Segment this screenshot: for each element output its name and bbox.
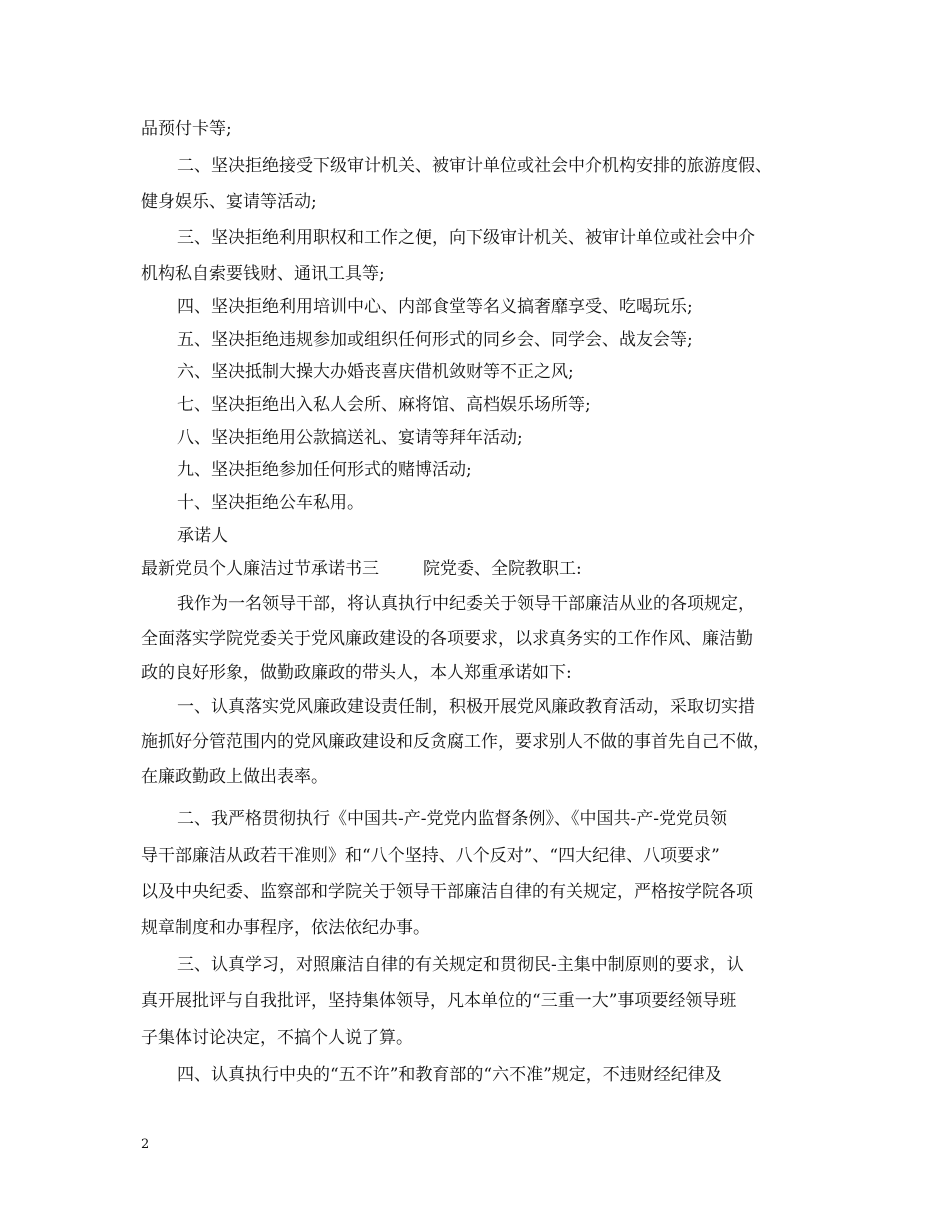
- page-number: 2: [141, 1137, 150, 1152]
- text-line: 十、坚决拒绝公车私用。: [177, 493, 364, 513]
- text-line: 规章制度和办事程序，依法依纪办事。: [141, 918, 430, 938]
- text-line: 承诺人: [177, 526, 228, 546]
- text-line: 品预付卡等;: [141, 119, 232, 139]
- text-line: 三、坚决拒绝利用职权和工作之便，向下级审计机关、被审计单位或社会中介: [177, 228, 755, 248]
- text-line: 政的良好形象，做勤政廉政的带头人，本人郑重承诺如下:: [141, 663, 572, 683]
- text-line: 九、坚决拒绝参加任何形式的赌博活动;: [177, 460, 472, 480]
- text-line: 以及中央纪委、监察部和学院关于领导干部廉洁自律的有关规定，严格按学院各项: [141, 882, 753, 902]
- text-line: 四、认真执行中央的“五不许”和教育部的“六不准”规定，不违财经纪律及: [177, 1065, 722, 1085]
- text-line: 二、我严格贯彻执行《中国共-产-党党内监督条例》、《中国共-产-党党员领: [177, 809, 727, 829]
- text-line: 四、坚决拒绝利用培训中心、内部食堂等名义搞奢靡享受、吃喝玩乐;: [177, 297, 693, 317]
- text-line: 机构私自索要钱财、通讯工具等;: [141, 264, 385, 284]
- text-line: 我作为一名领导干部，将认真执行中纪委关于领导干部廉洁从业的各项规定，: [177, 594, 755, 614]
- text-line: 八、坚决拒绝用公款搞送礼、宴请等拜年活动;: [177, 428, 523, 448]
- salutation: 院党委、全院教职工:: [423, 559, 582, 579]
- text-line: 子集体讨论决定，不搞个人说了算。: [141, 1028, 413, 1048]
- section-heading-line: [141, 559, 582, 579]
- text-line: 五、坚决拒绝违规参加或组织任何形式的同乡会、同学会、战友会等;: [177, 330, 693, 350]
- text-line: 一、认真落实党风廉政建设责任制，积极开展党风廉政教育活动，采取切实措: [177, 697, 755, 717]
- text-line: 施抓好分管范围内的党风廉政建设和反贪腐工作，要求别人不做的事首先自己不做，: [141, 732, 770, 752]
- text-line: 三、认真学习，对照廉洁自律的有关规定和贯彻民-主集中制原则的要求，认: [177, 955, 744, 975]
- text-line: 二、坚决拒绝接受下级审计机关、被审计单位或社会中介机构安排的旅游度假、: [177, 156, 772, 176]
- text-line: 真开展批评与自我批评，坚持集体领导，凡本单位的“三重一大”事项要经领导班: [141, 991, 737, 1011]
- text-line: 导干部廉洁从政若干准则》和“八个坚持、八个反对”、“四大纪律、八项要求”: [141, 846, 720, 866]
- text-line: 六、坚决抵制大操大办婚丧喜庆借机敛财等不正之风;: [177, 362, 574, 382]
- text-line: 七、坚决拒绝出入私人会所、麻将馆、高档娱乐场所等;: [177, 395, 591, 415]
- text-line: 在廉政勤政上做出表率。: [141, 767, 328, 787]
- text-line: 健身娱乐、宴请等活动;: [141, 192, 317, 212]
- text-line: 全面落实学院党委关于党风廉政建设的各项要求，以求真务实的工作作风、廉洁勤: [141, 629, 753, 649]
- section-heading: 最新党员个人廉洁过节承诺书三: [141, 559, 379, 579]
